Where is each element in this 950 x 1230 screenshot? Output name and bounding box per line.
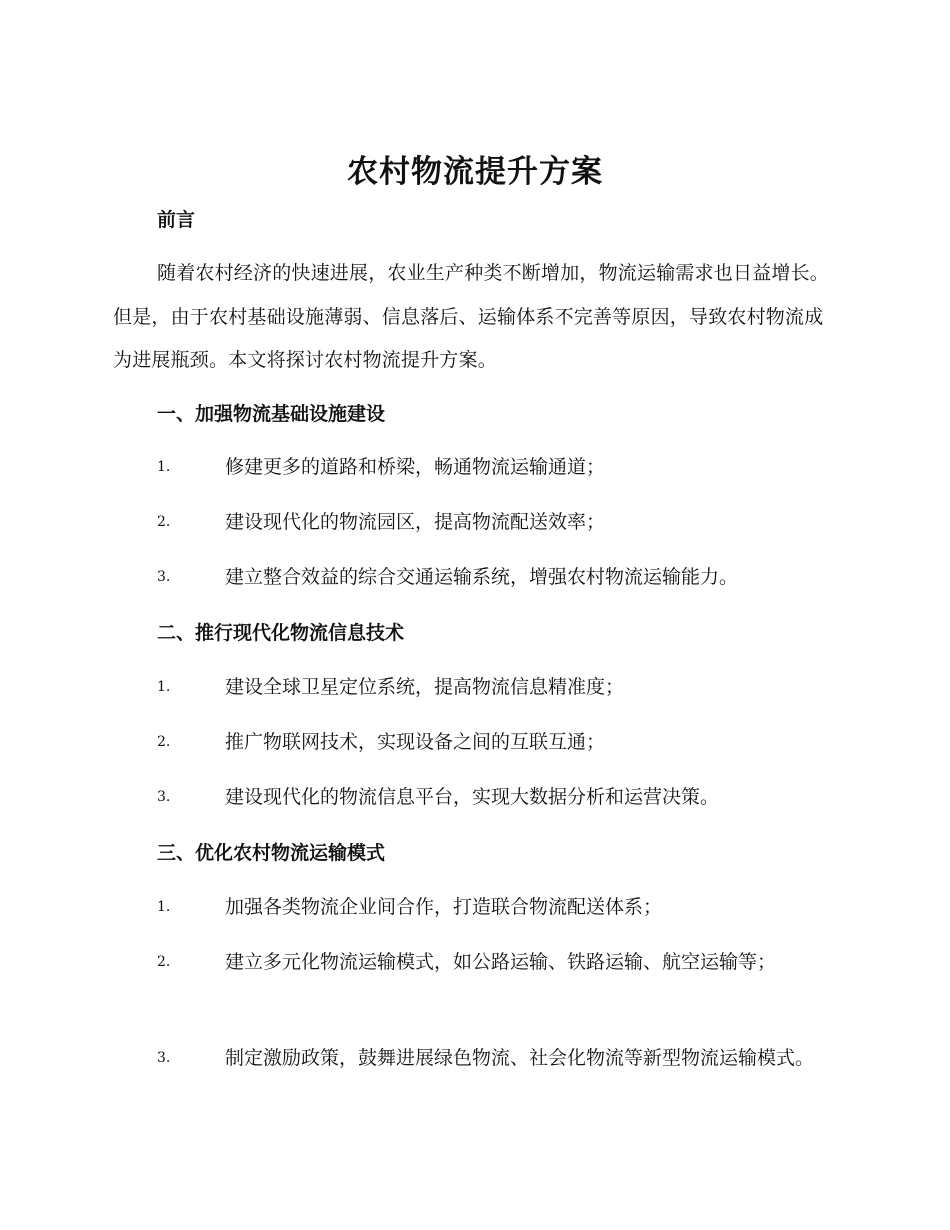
- list-item-text: 制定激励政策，鼓舞进展绿色物流、社会化物流等新型物流运输模式。: [225, 1047, 815, 1069]
- list-item: [113, 721, 839, 765]
- list-number: 1.: [157, 679, 171, 695]
- list-number: 3.: [157, 1050, 171, 1066]
- list-item: [113, 776, 839, 820]
- list-number: 1.: [157, 899, 171, 915]
- list-item: [113, 1037, 839, 1081]
- preface-heading: 前言: [157, 209, 196, 231]
- list-item: [113, 446, 839, 490]
- list-item-text: 建设现代化的物流信息平台，实现大数据分析和运营决策。: [225, 786, 720, 808]
- list-item-text: 加强各类物流企业间合作，打造联合物流配送体系；: [225, 896, 663, 918]
- list-item: [113, 886, 839, 930]
- list-item-text: 建立多元化物流运输模式，如公路运输、铁路运输、航空运输等；: [225, 951, 777, 973]
- list-item: [113, 501, 839, 545]
- list-item-text: 建立整合效益的综合交通运输系统，增强农村物流运输能力。: [225, 566, 739, 588]
- list-item-text: 建设全球卫星定位系统，提高物流信息精准度；: [225, 676, 625, 698]
- list-number: 2.: [157, 734, 171, 750]
- list-item: [113, 941, 839, 985]
- list-item: [113, 556, 839, 600]
- list-item-text: 推广物联网技术，实现设备之间的互联互通；: [225, 731, 606, 753]
- list-number: 3.: [157, 789, 171, 805]
- document-title: 农村物流提升方案: [347, 154, 603, 190]
- section-heading: 二、推行现代化物流信息技术: [157, 622, 405, 644]
- section-heading: 三、优化农村物流运输模式: [157, 842, 386, 864]
- list-number: 2.: [157, 954, 171, 970]
- section-heading: 一、加强物流基础设施建设: [157, 403, 386, 425]
- list-number: 2.: [157, 514, 171, 530]
- list-number: 3.: [157, 569, 171, 585]
- preface-paragraph: 随着农村经济的快速进展，农业生产种类不断增加，物流运输需求也日益增长。但是，由于农村基础设施薄弱、信息落后、运输体系不完善等原因，导致农村物流成为进展瓶颈。本文将探讨农村物流提升方案。: [113, 262, 830, 371]
- list-item-text: 建设现代化的物流园区，提高物流配送效率；: [225, 511, 606, 533]
- list-item-text: 修建更多的道路和桥梁，畅通物流运输通道；: [225, 456, 606, 478]
- list-number: 1.: [157, 459, 171, 475]
- list-item: [113, 666, 839, 710]
